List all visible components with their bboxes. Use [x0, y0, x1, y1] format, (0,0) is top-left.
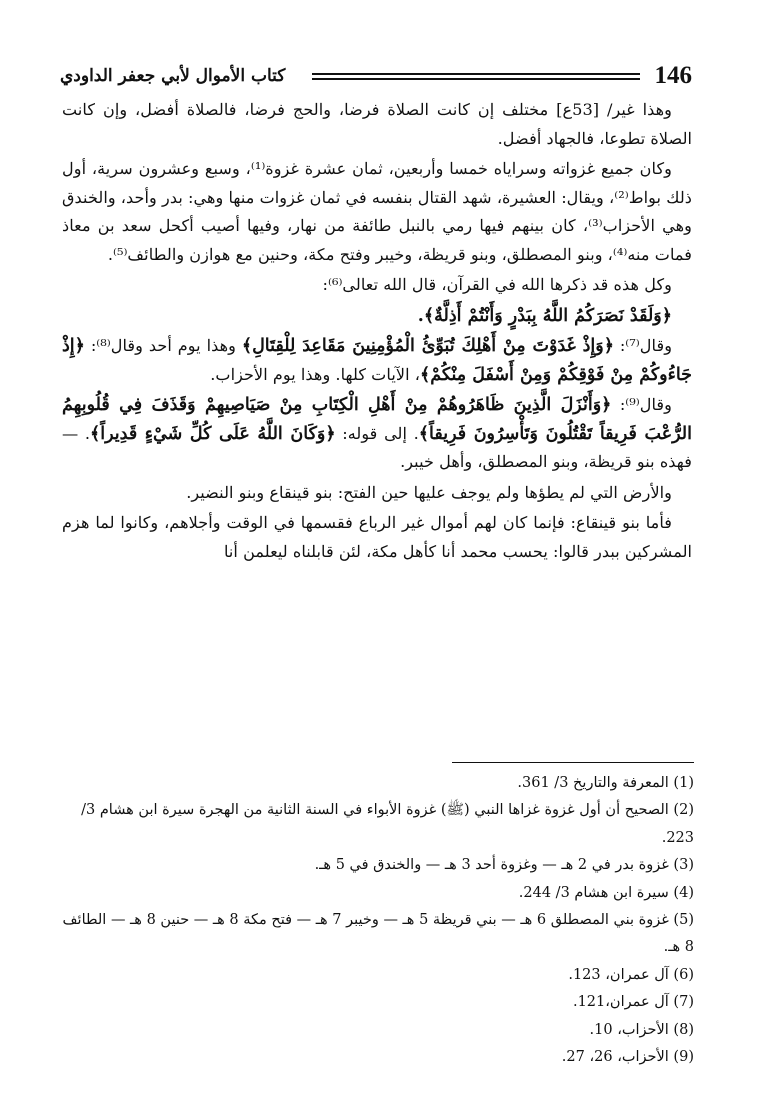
- paragraph-5-text-c: . — فهذه بنو قريظة، وبنو المصطلق، وأهل خيبر.: [62, 423, 692, 471]
- quran-verse-4: ﴿وَأَنْزَلَ الَّذِينَ ظَاهَرُوهُمْ مِنْ أَهْلِ الْكِتَابِ مِنْ صَيَاصِيهِمْ وَقَذَفَ فِي قُلُوبِهِمُ الرُّعْبَ فَرِيقاً تَقْتُلُونَ وَتَأْسِرُونَ فَرِيقاً﴾: [62, 395, 692, 444]
- book-title: كتاب الأموال لأبي جعفر الداودي: [60, 66, 286, 86]
- paragraph-4-text-b: وهذا يوم أحد وقال⁽⁸⁾:: [84, 336, 242, 355]
- page-number: 146: [654, 62, 692, 89]
- footnote-9: (9) الأحزاب، 26، 27.: [561, 1049, 694, 1066]
- paragraph-4-text-c: ، الآيات كلها. وهذا يوم الأحزاب.: [210, 364, 420, 384]
- paragraph-7: فأما بنو قينقاع: فإنما كان لهم أموال غير الرباع فقسمها في الوقت وأجلاهم، وكانوا لما هزم المشركين ببدر قالوا: يحسب محمد أنا كأهل مكة، لئن قابلناه ليعلمن أنا: [62, 513, 692, 561]
- paragraph-5: [62, 391, 692, 477]
- paragraph-4: [62, 332, 692, 389]
- paragraph-6: والأرض التي لم يطؤها ولم يوجف عليها حين الفتح: بنو قينقاع وبنو النضير.: [186, 482, 672, 502]
- main-text: [62, 96, 692, 568]
- footnote-separator: [452, 762, 694, 763]
- paragraph-1: وهذا غير/ [53ع] مختلف إن كانت الصلاة فرضا، والحج فرضا، فالصلاة أفضل، وإن كانت الصلاة تطوعا، فالجهاد أفضل.: [62, 100, 692, 148]
- paragraph-3: وكل هذه قد ذكرها الله في القرآن، قال الله تعالى⁽⁶⁾:: [322, 275, 672, 294]
- paragraph-5-text-a: وقال⁽⁹⁾:: [611, 395, 672, 414]
- header-rule: [312, 73, 640, 80]
- quran-verse-2: ﴿وَإِذْ غَدَوْتَ مِنْ أَهْلِكَ تُبَوِّئُ الْمُؤْمِنِينَ مَقَاعِدَ لِلْقِتَالِ﴾: [241, 336, 614, 356]
- footnote-2: (2) الصحيح أن أول غزوة غزاها النبي (ﷺ) غزوة الأبواء في السنة الثانية من الهجرة سيرة ابن هشام 3/ 223.: [81, 802, 694, 846]
- quran-verse-1: ﴿وَلَقَدْ نَصَرَكُمُ اللَّهُ بِبَدْرٍ وَأَنْتُمْ أَذِلَّةٌ﴾.: [417, 305, 672, 326]
- footnote-1: (1) المعرفة والتاريخ 3/ 361.: [517, 775, 694, 791]
- footnote-3: (3) غزوة بدر في 2 هـ — وغزوة أحد 3 هـ — والخندق في 5 هـ.: [314, 857, 694, 874]
- paragraph-2: وكان جميع غزواته وسراياه خمسا وأربعين، ثمان عشرة غزوة⁽¹⁾، وسبع وعشرون سرية، أول ذلك بواط⁽²⁾، ويقال: العشيرة، شهد القتال بنفسه في ثمان غزوات منها وهي: بدر وأحد، والخندق وهي الأحزاب⁽³⁾، كان بينهم فيها رمي بالنبل طائفة من نهار، وفيها أصيب أكحل سعد بن معاذ فمات منه⁽⁴⁾، وبنو المصطلق، وبنو قريظة، وخيبر وفتح مكة، وحنين مع هوازن والطائف⁽⁵⁾.: [62, 159, 692, 264]
- paragraph-5-text-b: . إلى قوله:: [335, 423, 419, 443]
- quran-verse-5: ﴿وَكَانَ اللَّهُ عَلَى كُلِّ شَيْءٍ قَدِيراً﴾: [89, 423, 336, 444]
- footnote-7: (7) آل عمران،121.: [572, 994, 694, 1011]
- footnotes: [62, 770, 694, 1071]
- footnote-5: (5) غزوة بني المصطلق 6 هـ — بني قريظة 5 هـ — وخيبر 7 هـ — فتح مكة 8 هـ — حنين 8 هـ — الطائف 8 هـ.: [62, 912, 694, 956]
- footnote-6: (6) آل عمران، 123.: [568, 966, 694, 983]
- footnote-8: (8) الأحزاب، 10.: [589, 1021, 694, 1038]
- paragraph-4-text-a: وقال⁽⁷⁾:: [613, 336, 673, 355]
- quran-verse-3: ﴿إِذْ جَاءُوكُمْ مِنْ فَوْقِكُمْ وَمِنْ أَسْفَلَ مِنْكُمْ﴾: [62, 336, 692, 385]
- footnote-4: (4) سيرة ابن هشام 3/ 244.: [518, 884, 694, 901]
- running-header: [60, 62, 692, 92]
